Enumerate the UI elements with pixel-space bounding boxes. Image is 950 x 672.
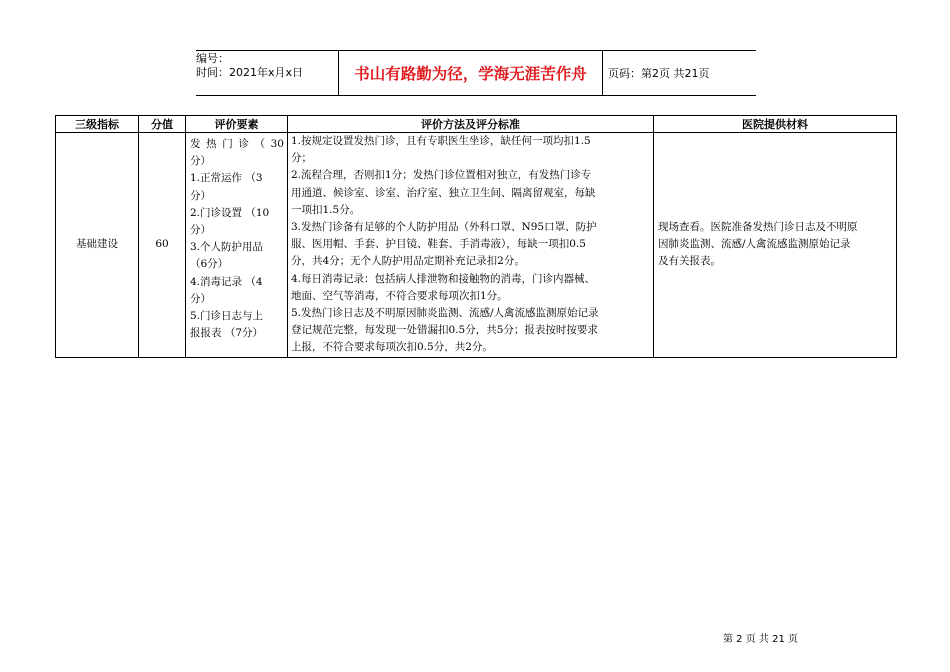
page-footer: 第 2 页 共 21 页 [723, 634, 798, 645]
element-line: 分） [190, 224, 211, 237]
method-line: 一项扣1.5分。 [291, 203, 361, 216]
header-elements: 评价要素 [186, 116, 288, 133]
method-line: 2.流程合理，否则扣1分；发热门诊位置相对独立，有发热门诊专 [291, 169, 592, 182]
method-line: 上报，不符合要求每项次扣0.5分，共2分。 [291, 341, 493, 354]
method-line: 服、医用帽、手套、护目镜、鞋套、手消毒液），每缺一项扣0.5 [291, 238, 586, 251]
header-indicator: 三级指标 [56, 116, 139, 133]
header-page-label: 页码：第2页 共21页 [608, 67, 710, 80]
indicator-cell: 基础建设 [56, 133, 139, 358]
element-line: 3.个人防护用品 [190, 241, 264, 254]
element-line: 分） [190, 292, 211, 305]
method-line: 1.按规定设置发热门诊，且有专职医生坐诊，缺任何一项均扣1.5 [291, 135, 591, 147]
header-score: 分值 [139, 116, 186, 133]
element-line: 5.门诊日志与上 [190, 310, 264, 323]
method-line: 用通道、候诊室、诊室、治疗室、独立卫生间、隔离留观室，每缺 [291, 186, 596, 199]
header-meta [196, 51, 339, 95]
evaluation-table [55, 115, 897, 358]
document-header [196, 50, 756, 96]
header-motto: 书山有路勤为径，学海无涯苦作舟 [339, 51, 603, 95]
method-line: 登记规范完整，每发现一处错漏扣0.5分，共5分；报表按时按要求 [291, 324, 598, 337]
materials-line: 现场查看。医院准备发热门诊日志及不明原 [658, 221, 858, 234]
method-line: 4.每日消毒记录：包括病人排泄物和接触物的消毒，门诊内器械、 [291, 272, 596, 285]
elements-cell [186, 133, 288, 358]
number-label: 编号： [196, 52, 229, 65]
method-cell [288, 133, 654, 358]
method-line: 地面、空气等消毒，不符合要求每项次扣1分。 [291, 289, 508, 302]
method-line: 3.发热门诊备有足够的个人防护用品（外科口罩、N95口罩、防护 [291, 221, 597, 234]
element-line: 1.正常运作 （3 [190, 172, 263, 185]
materials-line: 因肺炎监测、流感/人禽流感监测原始记录 [658, 238, 851, 251]
method-line: 分； [291, 152, 312, 165]
materials-cell [654, 133, 897, 358]
element-line: 报报表 （7分） [190, 327, 264, 340]
header-materials: 医院提供材料 [654, 116, 897, 133]
table-header-row [56, 116, 897, 133]
element-line: 分） [190, 155, 211, 168]
element-line: 发热门诊（30 [190, 138, 284, 150]
element-line: 2.门诊设置 （10 [190, 206, 270, 219]
header-method: 评价方法及评分标准 [288, 116, 654, 133]
method-line: 分，共4分；无个人防护用品定期补充记录扣2分。 [291, 255, 525, 268]
element-line: （6分） [190, 258, 229, 271]
table-row [56, 133, 897, 358]
materials-line: 及有关报表。 [658, 255, 721, 268]
score-cell: 60 [139, 133, 186, 358]
time-label: 时间：2021年x月x日 [196, 66, 304, 79]
element-line: 分） [190, 189, 211, 202]
element-line: 4.消毒记录 （4 [190, 275, 263, 288]
method-line: 5.发热门诊日志及不明原因肺炎监测、流感/人禽流感监测原始记录 [291, 307, 599, 320]
